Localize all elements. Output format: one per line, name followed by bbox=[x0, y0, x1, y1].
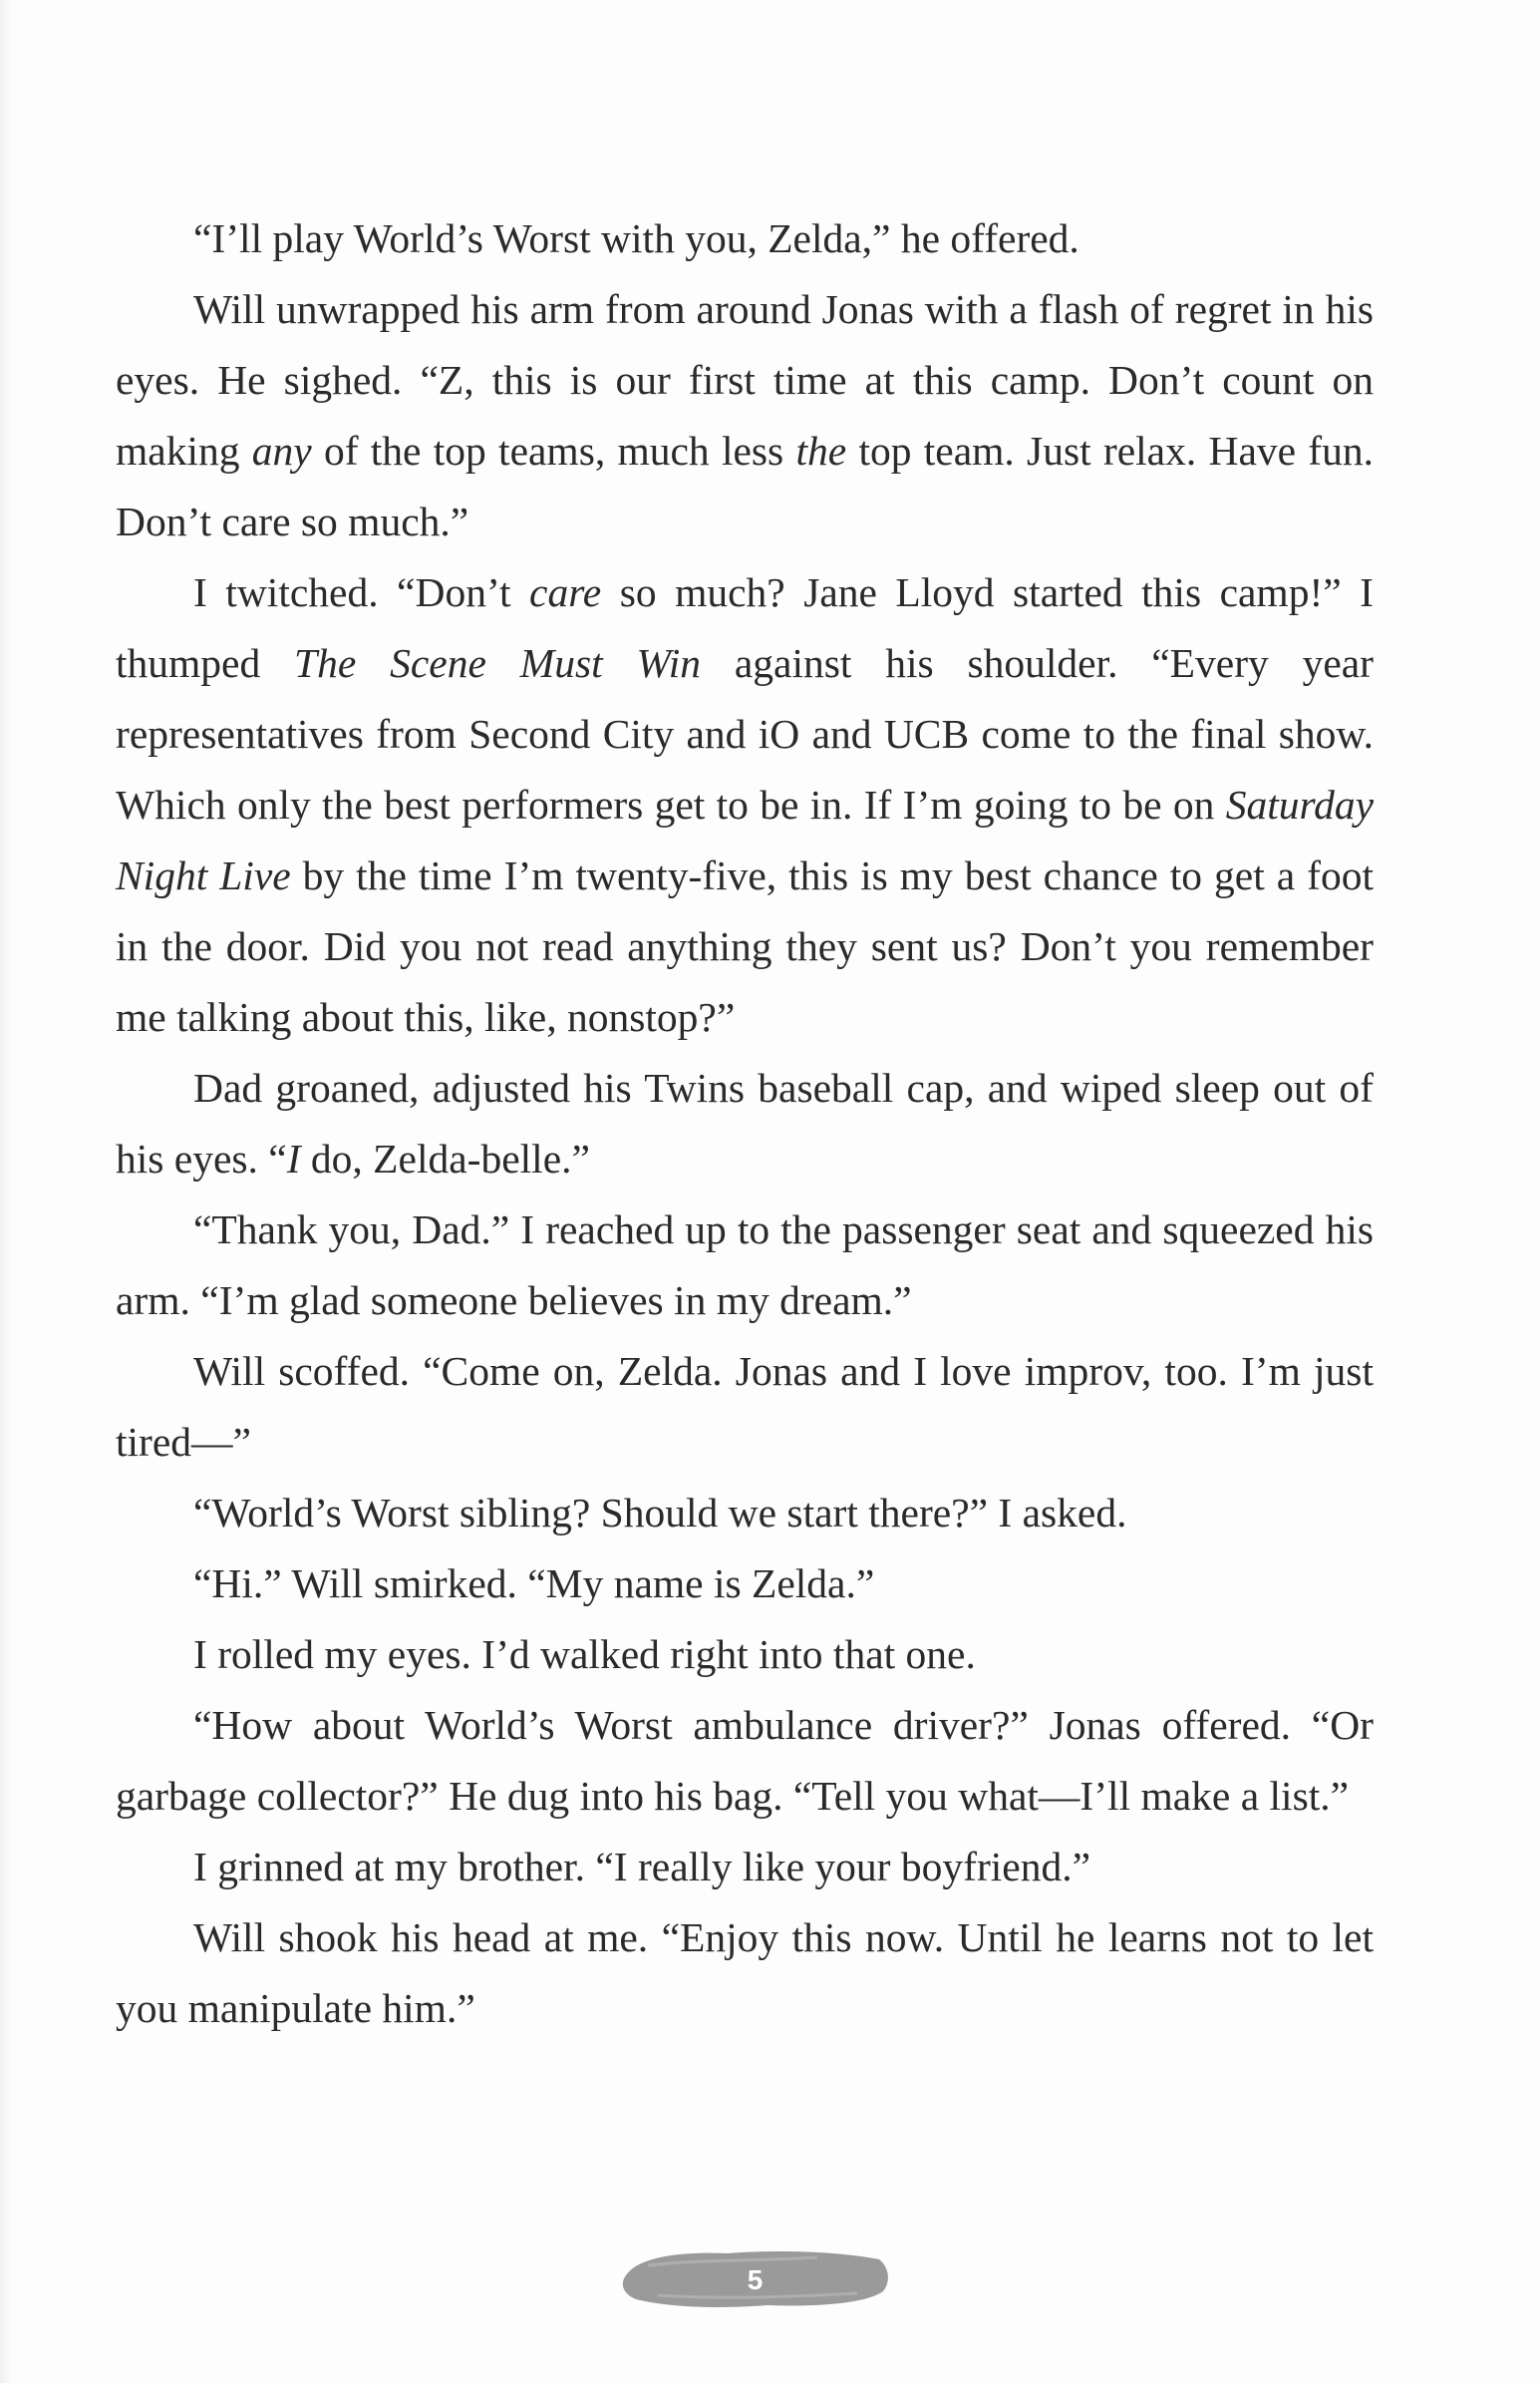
paragraph: Will scoffed. “Come on, Zelda. Jonas and I love improv, too. I’m just tired—” bbox=[116, 1348, 1374, 1465]
paragraph: “I’ll play World’s Worst with you, Zelda,” he offered. bbox=[193, 215, 1079, 261]
paragraph: “Thank you, Dad.” I reached up to the passenger seat and squeezed his arm. “I’m glad someone believes in my dream.” bbox=[116, 1206, 1374, 1323]
scan-edge-shadow bbox=[0, 0, 12, 2383]
page-number: 5 bbox=[747, 2264, 764, 2295]
paragraph: I rolled my eyes. I’d walked right into that one. bbox=[193, 1631, 976, 1677]
body-text bbox=[116, 203, 1374, 2044]
paragraph: I grinned at my brother. “I really like your boyfriend.” bbox=[193, 1844, 1091, 1889]
paragraph: “Hi.” Will smirked. “My name is Zelda.” bbox=[193, 1560, 875, 1606]
paragraph: Dad groaned, adjusted his Twins baseball cap, and wiped sleep out of his eyes. “I do, Zelda-belle.” bbox=[116, 1065, 1374, 1182]
paragraph: “World’s Worst sibling? Should we start there?” I asked. bbox=[193, 1490, 1127, 1535]
paragraph: “How about World’s Worst ambulance driver?” Jonas offered. “Or garbage collector?” He dug into his bag. “Tell you what—I’ll make a list.” bbox=[116, 1702, 1374, 1819]
paragraph: Will unwrapped his arm from around Jonas with a flash of regret in his eyes. He sighed. “Z, this is our first time at this camp. Don’t count on making any of the top teams, much less the top team. Just relax. Have fun. Don’t care so much.” bbox=[116, 286, 1374, 544]
paragraph: Will shook his head at me. “Enjoy this now. Until he learns not to let you manipulate him.” bbox=[116, 1914, 1374, 2031]
page-number-badge bbox=[618, 2245, 892, 2315]
paragraph: I twitched. “Don’t care so much? Jane Lloyd started this camp!” I thumped The Scene Must Win against his shoulder. “Every year representatives from Second City and iO and UCB come to the final show. Which only the best performers get to be in. If I’m going to be on Saturday Night Live by the time I’m twenty-five, this is my best chance to get a foot in the door. Did you not read anything they sent us? Don’t you remember me talking about this, like, nonstop?” bbox=[116, 569, 1374, 1040]
